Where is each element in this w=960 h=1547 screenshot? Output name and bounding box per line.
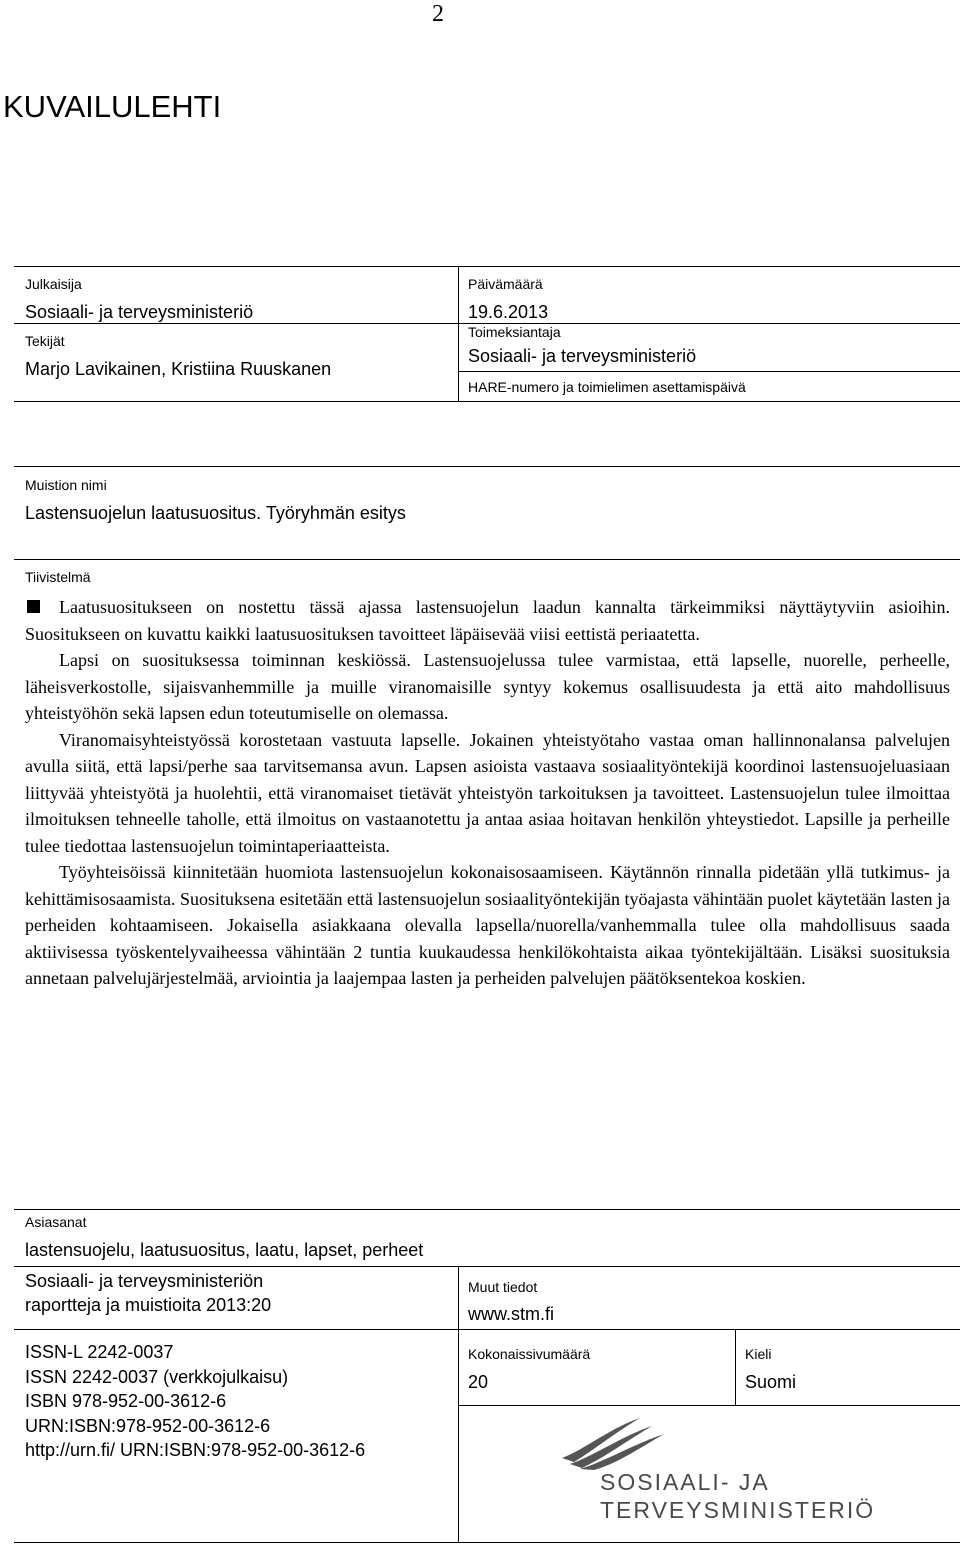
divider [458, 1266, 459, 1542]
divider [14, 1266, 960, 1267]
divider [14, 401, 960, 402]
memo-title-label: Muistion nimi [25, 477, 107, 493]
summary-paragraph: Lapsi on suosituksessa toiminnan keskiössä. Lastensuojelussa tulee varmistaa, että lapselle, nuorelle, perheelle, läheisverkostolle, sijaisvanhemmille ja muille viranomaisille syntyy kokemus osallisuudesta ja että aito mahdollisuus yhteistyöhön sekä lapsen edun toteutumiselle on olemassa. [25, 650, 950, 723]
logo-line-1: SOSIAALI- JA [600, 1469, 770, 1495]
date-value: 19.6.2013 [468, 302, 549, 322]
summary-label: Tiivistelmä [25, 569, 91, 585]
identifier-item: ISSN 2242-0037 (verkkojulkaisu) [25, 1366, 289, 1387]
divider [14, 466, 960, 467]
identifier-item: http://urn.fi/ URN:ISBN:978-952-00-3612-6 [25, 1440, 366, 1460]
language-value: Suomi [745, 1372, 797, 1392]
divider [14, 559, 960, 560]
identifier-list [25, 1340, 365, 1463]
summary-paragraph: Viranomaisyhteistyössä korostetaan vastuuta lapselle. Jokainen yhteistyötaho vastaa oman hallinnonalansa palvelujen avulla siitä, että lapsi/perhe saa tarvitsemansa avun. Lapsen asioista vastaava sosiaalityöntekijä koordinoi lastensuojeluasiaan liittyvää yhteistyötä ja huolehtii, että viranomaiset tietävät yhteistyön tarkoituksen ja tavoitteet. Lastensuojelun tulee ilmoittaa ilmoituksen tehneelle taholle, että ilmoitus on vastaanotettu ja antaa asiaa hoitavan henkilön yhteystiedot. Lapsille ja perheille tulee tiedottaa lastensuojelun toimintaperiaatteista. [25, 729, 950, 856]
pages-label: Kokonaissivumäärä [468, 1346, 591, 1362]
publisher-value: Sosiaali- ja terveysministeriö [25, 302, 254, 322]
keywords-value: lastensuojelu, laatusuositus, laatu, lapset, perheet [25, 1240, 424, 1260]
identifier-item: ISSN-L 2242-0037 [25, 1342, 174, 1362]
identifier-item: ISBN 978-952-00-3612-6 [25, 1391, 227, 1411]
series-line-1: Sosiaali- ja terveysministeriön [25, 1271, 264, 1291]
page-number: 2 [432, 1, 444, 27]
divider [14, 1209, 960, 1210]
divider [14, 266, 960, 267]
logo-line-2: TERVEYSMINISTERIÖ [600, 1497, 876, 1523]
page-title: KUVAILULEHTI [3, 89, 222, 124]
series-line-2: raportteja ja muistioita 2013:20 [25, 1295, 272, 1315]
language-label: Kieli [745, 1346, 772, 1362]
publisher-label: Julkaisija [25, 276, 82, 292]
divider [458, 1405, 960, 1406]
memo-title-value: Lastensuojelun laatusuositus. Työryhmän esitys [25, 503, 406, 523]
divider [458, 371, 960, 372]
identifier-item: URN:ISBN:978-952-00-3612-6 [25, 1415, 271, 1436]
commissioner-label: Toimeksiantaja [468, 324, 561, 340]
authors-value: Marjo Lavikainen, Kristiina Ruuskanen [25, 359, 332, 379]
summary-paragraph: Laatusuositukseen on nostettu tässä ajassa lastensuojelun laadun kannalta tärkeimmiksi näyttäytyviin asioihin. Suositukseen on kuvattu kaikki laatusuosituksen tavoitteet läpäisevää viisi eettistä periaatetta. [25, 597, 950, 644]
keywords-label: Asiasanat [25, 1214, 87, 1230]
divider [735, 1329, 736, 1405]
summary-paragraph: Työyhteisöissä kiinnitetään huomiota lastensuojelun kokonaisosaamiseen. Käytännön rinnalla pidetään yllä tutkimus- ja kehittämisosaamista. Suosituksena esitetään että lastensuojelun sosiaalityöntekijän työajasta vähintään puolet käytetään lasten ja perheiden kohtaamiseen. Jokaisella asiakkaana olevalla lapsella/nuorella/vanhemmalla tulee olla mahdollisuus saada aktiivisessa työskentelyvaiheessa vähintään 2 tuntia kuukaudessa henkilökohtaista aikaa työntekijältään. Lisäksi suosituksia annetaan palvelujärjestelmää, arviointia ja laajempaa lasten ja perheiden palvelujen päätöksentekoa koskien. [25, 862, 950, 988]
other-info-label: Muut tiedot [468, 1279, 538, 1295]
divider [14, 1542, 960, 1543]
hare-label: HARE-numero ja toimielimen asettamispäivä [468, 379, 746, 395]
pages-value: 20 [468, 1372, 489, 1392]
summary-text [25, 594, 950, 992]
authors-label: Tekijät [25, 333, 65, 349]
other-info-value: www.stm.fi [468, 1304, 555, 1324]
ministry-swoosh-icon [540, 1414, 670, 1470]
date-label: Päivämäärä [468, 276, 543, 292]
divider [458, 266, 459, 401]
commissioner-value: Sosiaali- ja terveysministeriö [468, 346, 697, 366]
divider [14, 1329, 960, 1330]
